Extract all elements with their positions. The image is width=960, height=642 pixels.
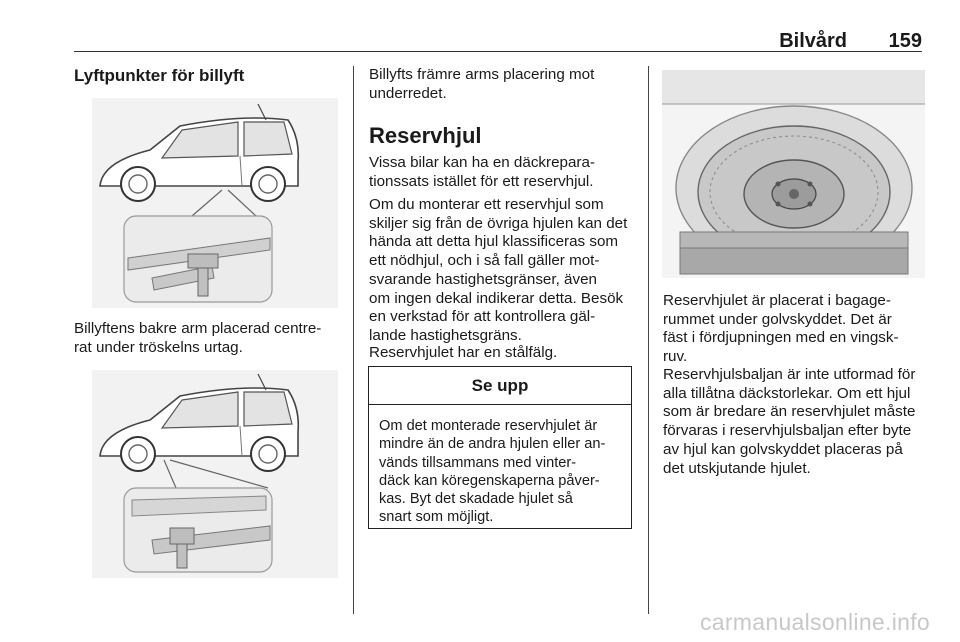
watermark: carmanualsonline.info	[699, 609, 930, 635]
spare-location-paragraph: Reservhjulet är placerat i bagage- rummet under golvskyddet. Det är fäst i fördjupningen med en vingsk- ruv.	[663, 292, 899, 366]
caution-box	[368, 366, 632, 529]
emergency-wheel-paragraph: Om du monterar ett reservhjul som skiljer sig från de övriga hjulen kan det hända att detta hjul klassificeras som ett nödhjul, och i så fall gäller mot- svarande hastighetsgränser, även om ingen dekal indikerar detta. Besök en verkstad för att kontrollera gäl- lande hastighetsgräns.	[369, 196, 628, 344]
car-lift-rear-figure	[92, 98, 338, 308]
repair-kit-paragraph: Vissa bilar kan ha en däckrepara- tionssats istället för ett reservhjul.	[369, 154, 595, 190]
column-divider-1	[353, 66, 354, 614]
header-rule	[74, 51, 922, 52]
rear-arm-caption: Billyftens bakre arm placerad centre- rat under tröskelns urtag.	[74, 320, 322, 356]
steel-rim-paragraph: Reservhjulet har en stålfälg.	[369, 344, 558, 361]
lift-points-heading: Lyftpunkter för billyft	[74, 66, 245, 85]
header-title: Bilvård	[779, 30, 847, 52]
car-lift-front-figure	[92, 370, 338, 578]
spare-wheel-heading: Reservhjul	[369, 123, 482, 148]
spare-wheel-figure	[662, 70, 925, 278]
caution-title: Se upp	[369, 367, 631, 405]
page-number: 159	[888, 30, 922, 52]
column-divider-2	[648, 66, 649, 614]
spare-well-paragraph: Reservhjulsbaljan är inte utformad för alla tillåtna däckstorlekar. Om ett hjul som är bredare än reservhjulet måste förvaras i reservhjulsbaljan efter byte av hjul kan golvskyddet placeras på det utskjutande hjulet.	[663, 366, 916, 477]
front-arm-caption: Billyfts främre arms placering mot underredet.	[369, 66, 595, 102]
caution-body: Om det monterade reservhjulet är mindre än de andra hjulen eller an- vänds tillsammans med vinter- däck kan köregenskaperna påver- kas. Byt det skadade hjulet så snart som möjligt.	[379, 418, 606, 526]
